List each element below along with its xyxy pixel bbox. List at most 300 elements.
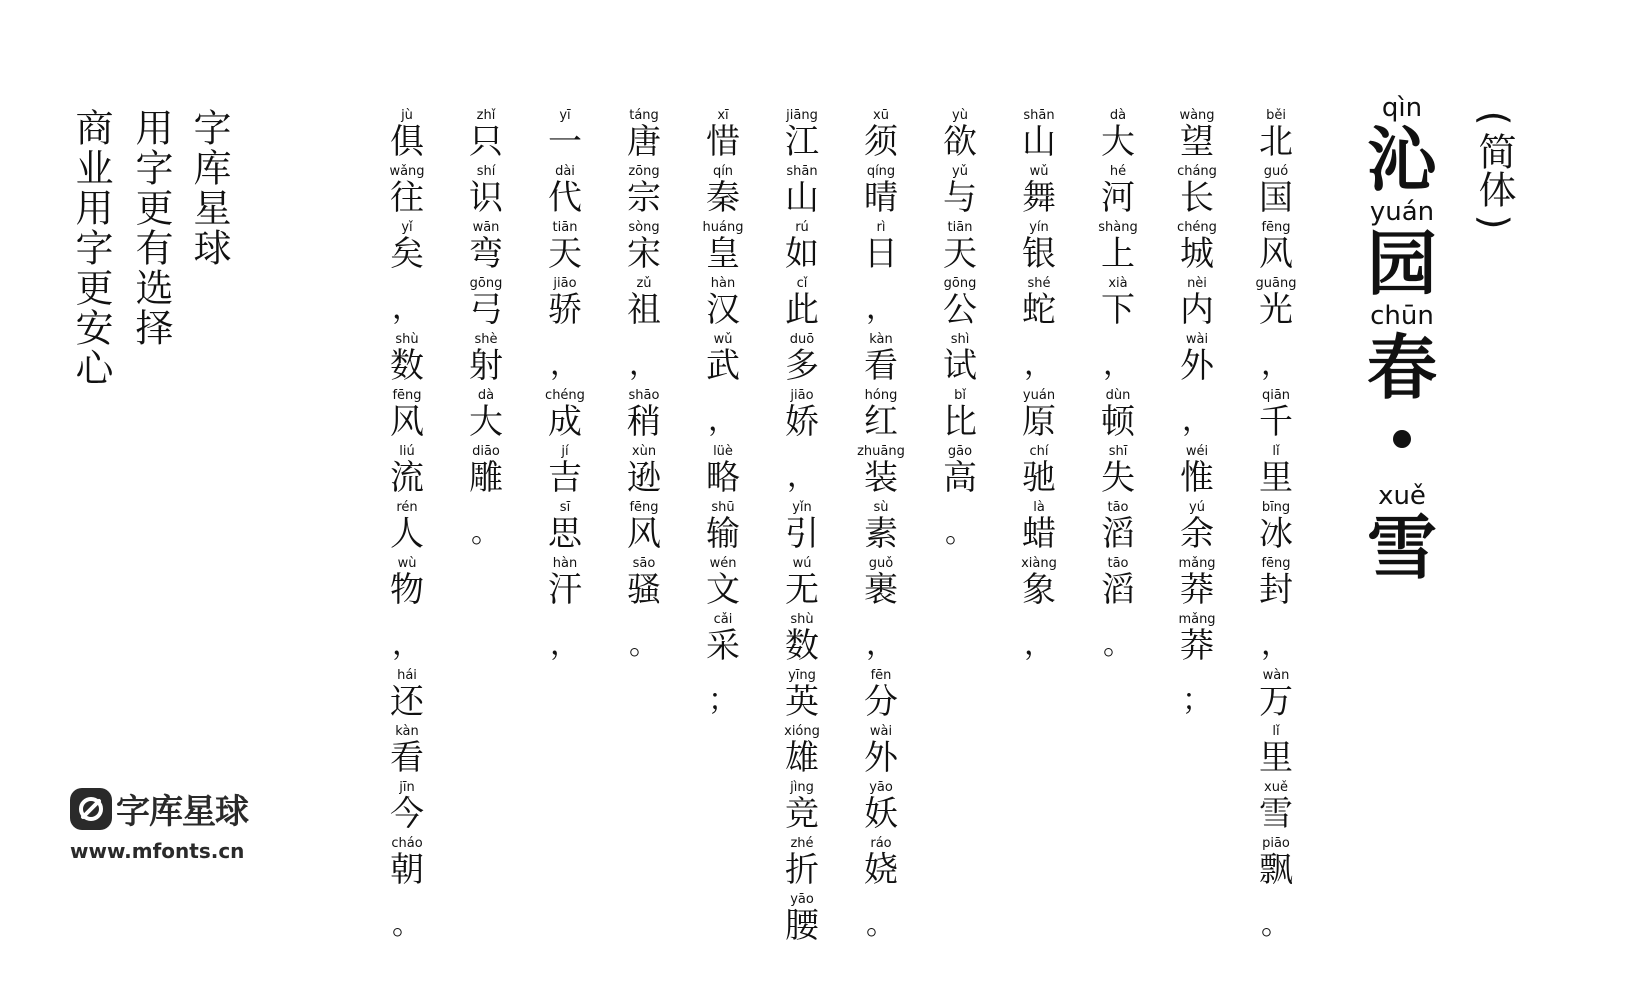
hanzi: 多 (785, 346, 819, 386)
poem-punctuation: 。 (1103, 627, 1133, 662)
slogan-line: 用字更有选择 (129, 108, 173, 348)
poem-column (772, 108, 832, 948)
pinyin: wǎng (389, 164, 425, 179)
hanzi: 装 (864, 458, 898, 498)
hanzi: 物 (390, 570, 424, 610)
hanzi: 只 (469, 122, 503, 162)
poem-column (1167, 108, 1227, 724)
pinyin: chéng (545, 388, 585, 403)
poem-char (535, 388, 595, 444)
poem-punctuation: ， (866, 291, 896, 326)
hanzi: 日 (864, 234, 898, 274)
poem-char (1088, 108, 1148, 164)
pinyin: dùn (1105, 388, 1131, 403)
hanzi: 外 (1180, 346, 1214, 386)
hanzi: 象 (1022, 570, 1056, 610)
title-char (1367, 197, 1437, 305)
poem-char (930, 220, 990, 276)
hanzi: 往 (390, 178, 424, 218)
hanzi: 如 (785, 234, 819, 274)
poem-char (614, 444, 674, 500)
hanzi: 须 (864, 122, 898, 162)
poem-char (851, 220, 911, 276)
hanzi: 万 (1259, 682, 1293, 722)
pinyin: tiān (947, 220, 973, 235)
pinyin: shé (1027, 276, 1051, 291)
pinyin: ráo (870, 836, 892, 851)
poem-char (851, 444, 911, 500)
poem-punctuation: ， (1024, 347, 1054, 382)
hanzi: 矣 (390, 234, 424, 274)
poem-punctuation: ； (1182, 683, 1212, 718)
title-char (1367, 481, 1437, 589)
hanzi: 千 (1259, 402, 1293, 442)
poem-column (456, 108, 516, 556)
hanzi: 宋 (627, 234, 661, 274)
simplified-text: 简体 (1472, 132, 1516, 208)
poem-char (1246, 780, 1306, 836)
hanzi: 骄 (548, 290, 582, 330)
hanzi: 冰 (1259, 514, 1293, 554)
slogan-line: 商业用字更安心 (69, 108, 113, 388)
poem-char (1088, 220, 1148, 276)
hanzi: 滔 (1101, 570, 1135, 610)
pinyin: lüè (713, 444, 733, 459)
pinyin: cǐ (796, 276, 808, 291)
pinyin: wān (472, 220, 500, 235)
pinyin: cǎi (713, 612, 733, 627)
hanzi: 文 (706, 570, 740, 610)
poem-char (1009, 276, 1069, 332)
poem-char (772, 388, 832, 444)
poem-char (377, 780, 437, 836)
pinyin: yǐ (401, 220, 413, 235)
poem-punctuation: ， (1103, 347, 1133, 382)
hanzi: 汗 (548, 570, 582, 610)
poem-char (1009, 444, 1069, 500)
hanzi: 风 (1259, 234, 1293, 274)
hanzi: 外 (864, 738, 898, 778)
pinyin: shì (950, 332, 970, 347)
poem-char (1009, 108, 1069, 164)
pinyin: qíng (866, 164, 896, 179)
pinyin: huáng (702, 220, 744, 235)
pinyin: shān (786, 164, 818, 179)
poem-char (614, 164, 674, 220)
pinyin: yāo (790, 892, 814, 907)
poem-char (851, 108, 911, 164)
poem-char (1246, 836, 1306, 892)
poem-char (1246, 388, 1306, 444)
poem-char (1246, 556, 1306, 612)
poem-char (693, 332, 753, 388)
poem-char (1167, 108, 1227, 164)
poem-char (456, 108, 516, 164)
hanzi: 雄 (785, 738, 819, 778)
pinyin: jù (401, 108, 413, 123)
hanzi: 江 (785, 122, 819, 162)
hanzi: 看 (390, 738, 424, 778)
pinyin: dà (477, 388, 495, 403)
hanzi: 光 (1259, 290, 1293, 330)
pinyin: sù (873, 500, 889, 515)
poem-char (930, 444, 990, 500)
pinyin: xū (873, 108, 889, 123)
hanzi: 流 (390, 458, 424, 498)
hanzi: 上 (1101, 234, 1135, 274)
pinyin: rén (396, 500, 418, 515)
hanzi: 高 (943, 458, 977, 498)
poem-char (1009, 388, 1069, 444)
poem-char (456, 220, 516, 276)
poem-punctuation: 。 (945, 515, 975, 550)
pinyin: duō (789, 332, 815, 347)
poem-punctuation: ， (392, 291, 422, 326)
title-hanzi: 春 (1367, 327, 1437, 409)
poem-char (772, 220, 832, 276)
poem-char (772, 612, 832, 668)
pinyin: jiāo (553, 276, 577, 291)
pinyin: fēng (629, 500, 659, 515)
pinyin: wú (792, 556, 812, 571)
pinyin: shù (790, 612, 814, 627)
pinyin: hàn (552, 556, 578, 571)
poem-char (377, 556, 437, 612)
hanzi: 晴 (864, 178, 898, 218)
hanzi: 内 (1180, 290, 1214, 330)
hanzi: 逊 (627, 458, 661, 498)
hanzi: 北 (1259, 122, 1293, 162)
pinyin: wǔ (713, 332, 733, 347)
poem-column (930, 108, 990, 556)
pinyin: zhuāng (857, 444, 905, 459)
pinyin: bǐ (954, 388, 966, 403)
pinyin: xùn (631, 444, 657, 459)
poem-title (1362, 93, 1442, 589)
pinyin: xuě (1264, 780, 1288, 795)
hanzi: 吉 (548, 458, 582, 498)
title-char (1367, 301, 1437, 409)
hanzi: 银 (1022, 234, 1056, 274)
pinyin: zhǐ (476, 108, 496, 123)
hanzi: 俱 (390, 122, 424, 162)
hanzi: 成 (548, 402, 582, 442)
poem-char (1246, 444, 1306, 500)
poem-char (535, 500, 595, 556)
pinyin: hàn (710, 276, 736, 291)
poem-char (614, 500, 674, 556)
poem-char (377, 500, 437, 556)
poem-char (693, 220, 753, 276)
poem-punctuation: ， (866, 627, 896, 662)
poem-char (535, 220, 595, 276)
pinyin: tāo (1107, 500, 1129, 515)
hanzi: 失 (1101, 458, 1135, 498)
hanzi: 稍 (627, 402, 661, 442)
pinyin: yín (1029, 220, 1049, 235)
pinyin: là (1033, 500, 1045, 515)
hanzi: 风 (390, 402, 424, 442)
hanzi: 今 (390, 794, 424, 834)
hanzi: 竞 (785, 794, 819, 834)
pinyin: fēng (1261, 556, 1291, 571)
hanzi: 余 (1180, 514, 1214, 554)
hanzi: 汉 (706, 290, 740, 330)
pinyin: hé (1109, 164, 1127, 179)
poem-char (614, 388, 674, 444)
poem-char (772, 668, 832, 724)
poem-char (930, 332, 990, 388)
pinyin: tiān (552, 220, 578, 235)
hanzi: 数 (390, 346, 424, 386)
hanzi: 蜡 (1022, 514, 1056, 554)
hanzi: 下 (1101, 290, 1135, 330)
poem-char (456, 276, 516, 332)
poem-char (772, 500, 832, 556)
pinyin: xī (717, 108, 729, 123)
poem-punctuation: ， (1261, 347, 1291, 382)
poem-punctuation: ， (1261, 627, 1291, 662)
hanzi: 一 (548, 122, 582, 162)
poem-char (851, 500, 911, 556)
hanzi: 比 (943, 402, 977, 442)
pinyin: yǐn (792, 500, 812, 515)
poem-char (1009, 556, 1069, 612)
hanzi: 代 (548, 178, 582, 218)
pinyin: yuán (1022, 388, 1056, 403)
hanzi: 娆 (864, 850, 898, 890)
poem-char (1009, 220, 1069, 276)
hanzi: 腰 (785, 906, 819, 946)
pinyin: shù (395, 332, 419, 347)
pinyin: cháng (1177, 164, 1217, 179)
hanzi: 蛇 (1022, 290, 1056, 330)
poem-column (614, 108, 674, 668)
hanzi: 山 (785, 178, 819, 218)
poem-char (614, 276, 674, 332)
poem-char (456, 332, 516, 388)
hanzi: 还 (390, 682, 424, 722)
pinyin: yāo (869, 780, 893, 795)
pinyin: hái (397, 668, 417, 683)
poem-column (1009, 108, 1069, 668)
poem-char (535, 556, 595, 612)
pinyin: guāng (1255, 276, 1297, 291)
hanzi: 滔 (1101, 514, 1135, 554)
hanzi: 数 (785, 626, 819, 666)
pinyin: shān (1023, 108, 1055, 123)
hanzi: 与 (943, 178, 977, 218)
pinyin: piāo (1262, 836, 1290, 851)
poem-char (1167, 164, 1227, 220)
pinyin: kàn (395, 724, 419, 739)
poem-char (535, 108, 595, 164)
pinyin: chéng (1177, 220, 1217, 235)
pinyin: shū (711, 500, 735, 515)
hanzi: 公 (943, 290, 977, 330)
pinyin: yú (1189, 500, 1205, 515)
hanzi: 折 (785, 850, 819, 890)
brand-name: 字库星球 (116, 792, 248, 832)
poem-char (535, 276, 595, 332)
poem-char (851, 780, 911, 836)
poem-char (1088, 500, 1148, 556)
poem-punctuation: ， (550, 347, 580, 382)
pinyin: wù (397, 556, 417, 571)
pinyin: jiāng (786, 108, 818, 123)
poem-char (614, 108, 674, 164)
poem-char (851, 556, 911, 612)
poem-char (772, 836, 832, 892)
pinyin: wàng (1179, 108, 1215, 123)
hanzi: 舞 (1022, 178, 1056, 218)
simplified-label (1466, 104, 1522, 236)
pinyin: guǒ (868, 556, 894, 571)
pinyin: rì (876, 220, 886, 235)
hanzi: 雪 (1259, 794, 1293, 834)
poem-char (851, 332, 911, 388)
brand-url[interactable]: www.mfonts.cn (70, 839, 245, 863)
pinyin: jīn (399, 780, 415, 795)
pinyin: gōng (469, 276, 503, 291)
poem-char (377, 388, 437, 444)
hanzi: 输 (706, 514, 740, 554)
pinyin: kàn (869, 332, 893, 347)
poem-char (1009, 164, 1069, 220)
hanzi: 惟 (1180, 458, 1214, 498)
title-pinyin: xuě (1378, 481, 1426, 511)
poem-char (851, 724, 911, 780)
poem-char (693, 556, 753, 612)
poem-char (1167, 500, 1227, 556)
hanzi: 骚 (627, 570, 661, 610)
pinyin: rú (795, 220, 809, 235)
poem-char (772, 332, 832, 388)
poem-char (1246, 220, 1306, 276)
hanzi: 识 (469, 178, 503, 218)
poem-char (693, 108, 753, 164)
pinyin: dài (555, 164, 575, 179)
pinyin: hóng (864, 388, 898, 403)
pinyin: lǐ (1272, 724, 1280, 739)
pinyin: jiāo (790, 388, 814, 403)
pinyin: cháo (391, 836, 423, 851)
poem-char (377, 668, 437, 724)
poem-char (456, 444, 516, 500)
hanzi: 惜 (706, 122, 740, 162)
hanzi: 飘 (1259, 850, 1293, 890)
pinyin: wéi (1185, 444, 1209, 459)
hanzi: 引 (785, 514, 819, 554)
hanzi: 山 (1022, 122, 1056, 162)
poem-punctuation: 。 (471, 515, 501, 550)
pinyin: nèi (1187, 276, 1207, 291)
hanzi: 射 (469, 346, 503, 386)
poem-char (1088, 164, 1148, 220)
pinyin: wǔ (1029, 164, 1049, 179)
poem-char (693, 500, 753, 556)
pinyin: běi (1266, 108, 1286, 123)
poem-char (772, 164, 832, 220)
hanzi: 望 (1180, 122, 1214, 162)
hanzi: 驰 (1022, 458, 1056, 498)
poem-char (377, 444, 437, 500)
pinyin: shāo (628, 388, 660, 403)
pinyin: sāo (632, 556, 656, 571)
hanzi: 城 (1180, 234, 1214, 274)
poem-column (1088, 108, 1148, 668)
poem-char (851, 388, 911, 444)
hanzi: 朝 (390, 850, 424, 890)
poem-char (377, 164, 437, 220)
hanzi: 欲 (943, 122, 977, 162)
hanzi: 里 (1259, 738, 1293, 778)
pinyin: yīng (788, 668, 816, 683)
pinyin: wén (709, 556, 737, 571)
hanzi: 祖 (627, 290, 661, 330)
simplified-close-paren: ) (1471, 214, 1516, 230)
poem-char (693, 276, 753, 332)
poem-char (930, 388, 990, 444)
poem-char (1167, 444, 1227, 500)
poem-column (535, 108, 595, 668)
poem-column (377, 108, 437, 948)
poem-char (851, 668, 911, 724)
pinyin: wàn (1262, 668, 1290, 683)
poem-char (1167, 220, 1227, 276)
pinyin: fēng (1261, 220, 1291, 235)
pinyin: wài (1185, 332, 1209, 347)
pinyin: zǔ (636, 276, 652, 291)
poem-punctuation: 。 (1261, 907, 1291, 942)
poem-char (614, 220, 674, 276)
pinyin: bīng (1261, 500, 1291, 515)
pinyin: yù (952, 108, 968, 123)
brand-circle-slash-icon (70, 788, 112, 830)
poem-char (535, 164, 595, 220)
pinyin: xiàng (1021, 556, 1057, 571)
poem-char (693, 444, 753, 500)
poem-char (1088, 444, 1148, 500)
poem-char (1246, 164, 1306, 220)
poem-char (456, 164, 516, 220)
hanzi: 弓 (469, 290, 503, 330)
poem-char (377, 108, 437, 164)
poem-char (1246, 724, 1306, 780)
title-hanzi: 沁 (1367, 119, 1437, 201)
hanzi: 试 (943, 346, 977, 386)
hanzi: 河 (1101, 178, 1135, 218)
hanzi: 此 (785, 290, 819, 330)
pinyin: wài (869, 724, 893, 739)
pinyin: jí (561, 444, 569, 459)
pinyin: diāo (472, 444, 500, 459)
title-pinyin: yuán (1369, 197, 1435, 227)
brand-logo[interactable] (70, 784, 270, 863)
poem-punctuation: ， (787, 459, 817, 494)
poem-char (614, 556, 674, 612)
poem-char (377, 220, 437, 276)
poem-char (772, 892, 832, 948)
hanzi: 皇 (706, 234, 740, 274)
poem-char (535, 444, 595, 500)
pinyin: shè (474, 332, 498, 347)
hanzi: 原 (1022, 402, 1056, 442)
hanzi: 分 (864, 682, 898, 722)
pinyin: lǐ (1272, 444, 1280, 459)
hanzi: 封 (1259, 570, 1293, 610)
poem-char (1246, 276, 1306, 332)
